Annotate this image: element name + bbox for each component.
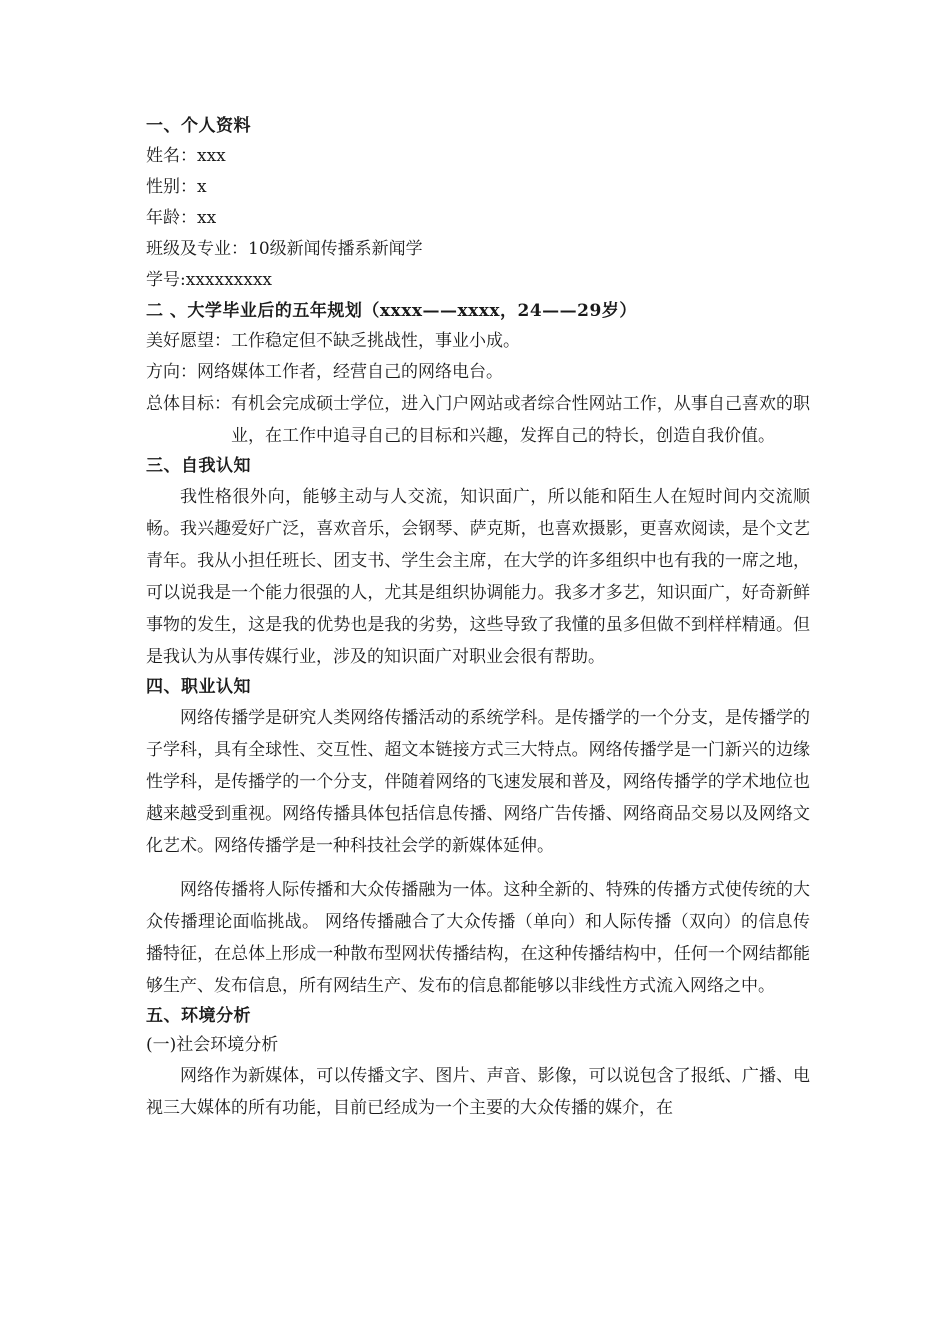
social-environment-paragraph: 网络作为新媒体，可以传播文字、图片、声音、影像，可以说包含了报纸、广播、电视三大媒体的所有功能，目前已经成为一个主要的大众传播的媒介，在 [146,1066,810,1118]
plan-overall-goal [146,388,810,452]
plan-goal-text: 有机会完成硕士学位，进入门户网站或者综合性网站工作，从事自己喜欢的职业，在工作中追寻自己的目标和兴趣，发挥自己的特长，创造自我价值。 [231,394,810,446]
self-awareness-paragraph: 我性格很外向，能够主动与人交流，知识面广，所以能和陌生人在短时间内交流顺畅。我兴趣爱好广泛，喜欢音乐，会钢琴、萨克斯，也喜欢摄影，更喜欢阅读，是个文艺青年。我从小担任班长、团支书、学生会主席，在大学的许多组织中也有我的一席之地，可以说我是一个能力很强的人，尤其是组织协调能力。我多才多艺，知识面广，好奇新鲜事物的发生，这是我的优势也是我的劣势，这些导致了我懂的虽多但做不到样样精通。但是我认为从事传媒行业，涉及的知识面广对职业会很有帮助。 [146,487,810,667]
section-heading-five-year-plan: 二 、大学毕业后的五年规划（xxxx——xxxx，24——29岁） [146,301,637,321]
plan-wish: 美好愿望：工作稳定但不缺乏挑战性，事业小成。 [146,331,520,351]
plan-goal-label: 总体目标： [146,394,231,414]
subheading-social-environment: (一)社会环境分析 [146,1035,279,1055]
section-heading-self-awareness: 三、自我认知 [146,456,251,476]
career-paragraph-2: 网络传播将人际传播和大众传播融为一体。这种全新的、特殊的传播方式使传统的大众传播理论面临挑战。 网络传播融合了大众传播（单向）和人际传播（双向）的信息传播特征，在总体上形成一种散布型网状传播结构，在这种传播结构中，任何一个网结都能够生产、发布信息，所有网结生产、发布的信息都能够以非线性方式流入网络之中。 [146,880,810,996]
document-body [146,112,810,1124]
field-age: 年龄：xx [146,208,217,228]
field-name: 姓名：xxx [146,146,226,166]
career-paragraph-1: 网络传播学是研究人类网络传播活动的系统学科。是传播学的一个分支，是传播学的子学科，具有全球性、交互性、超文本链接方式三大特点。网络传播学是一门新兴的边缘性学科，是传播学的一个分支，伴随着网络的飞速发展和普及，网络传播学的学术地位也越来越受到重视。网络传播具体包括信息传播、网络广告传播、网络商品交易以及网络文化艺术。网络传播学是一种科技社会学的新媒体延伸。 [146,708,810,856]
plan-direction: 方向：网络媒体工作者，经营自己的网络电台。 [146,362,503,382]
section-heading-environment-analysis: 五、环境分析 [146,1006,251,1026]
field-student-id: 学号:xxxxxxxxx [146,270,273,290]
field-class-major: 班级及专业：10级新闻传播系新闻学 [146,239,423,259]
section-heading-career-awareness: 四、职业认知 [146,677,251,697]
field-gender: 性别：x [146,177,207,197]
section-heading-personal-info: 一、个人资料 [146,116,251,136]
